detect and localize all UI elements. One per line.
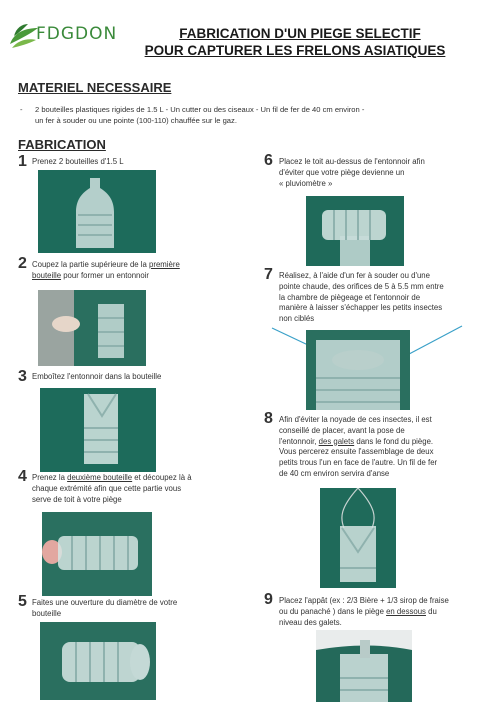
step-2-photo xyxy=(38,290,146,366)
section-materiel-heading: MATERIEL NECESSAIRE xyxy=(18,80,172,95)
step-1-number: 1 xyxy=(18,153,27,170)
step-2-text-pre: Coupez la partie supérieure de la xyxy=(32,260,150,269)
materiel-bullet: - xyxy=(20,105,23,114)
step-8-text-line2: conseillé de placer, avant la pose de xyxy=(279,425,405,435)
step-8-text-underline: des galets xyxy=(318,436,355,446)
step-7-text xyxy=(279,271,484,325)
step-5-text-line1: Faites une ouverture du diamètre de votre xyxy=(32,598,178,607)
step-4-text-line2: chaque extrémité afin que cette partie vous xyxy=(32,483,182,493)
section-fabrication-heading: FABRICATION xyxy=(18,137,106,152)
step-6-text xyxy=(279,157,479,189)
step-4-photo xyxy=(42,512,152,596)
step-8-text-line5: petits trous l'un en face de l'autre. Un fil de fer xyxy=(279,458,438,468)
step-7-text-line4: manière à laisser s'échapper les petits insectes xyxy=(279,303,443,313)
step-1-photo xyxy=(38,170,156,253)
step-4-text-post: et découpez là à xyxy=(132,473,192,482)
step-9-photo xyxy=(316,630,412,702)
step-4-text-line3: serve de toit à votre piège xyxy=(32,494,122,504)
step-5-text-line2: bouteille xyxy=(32,608,62,618)
step-9-text-post2: du xyxy=(425,606,437,616)
step-7-text-line2: pointe chaude, des orifices de 5 à 5.5 mm entre xyxy=(279,281,444,291)
step-6-number: 6 xyxy=(264,152,273,169)
step-7-text-line1: Réalisez, à l'aide d'un fer à souder ou d'une xyxy=(279,271,430,280)
step-2-text-underline1: première xyxy=(149,260,180,269)
step-6-photo xyxy=(306,196,404,266)
step-2-text-post: pour former un entonnoir xyxy=(61,270,150,280)
step-8-photo xyxy=(320,488,396,588)
step-4-number: 4 xyxy=(18,468,27,485)
step-9-text-pre2: ou du panaché ) dans le piège xyxy=(279,606,387,616)
step-2-number: 2 xyxy=(18,255,27,272)
step-5-text xyxy=(32,598,177,620)
step-8-text-pre3: l'entonnoir, xyxy=(279,436,319,446)
logo-text: FDGDON xyxy=(36,24,118,44)
step-6-text-line3: « pluviomètre » xyxy=(279,178,333,188)
step-8-text-line1: Afin d'éviter la noyade de ces insectes, il est xyxy=(279,415,432,424)
step-2-text xyxy=(32,260,242,282)
step-7-text-line3: la chambre de piègeage et l'entonnoir de xyxy=(279,292,421,302)
step-4-text-pre: Prenez la xyxy=(32,473,68,482)
step-8-text-line6: de 40 cm environ servira d'anse xyxy=(279,468,390,478)
step-2-text-underline2: bouteille xyxy=(32,270,62,280)
step-8-text-line4: Vous percerez ensuite l'assemblage de deux xyxy=(279,447,434,457)
step-8-text-post3: dans le fond du piège. xyxy=(354,436,434,446)
step-7-text-line5: non ciblés xyxy=(279,314,315,324)
step-8-text xyxy=(279,415,484,480)
step-9-text xyxy=(279,596,484,628)
step-1-text: Prenez 2 bouteilles d'1.5 L xyxy=(32,157,124,166)
step-7-photo xyxy=(306,330,410,410)
page-title-line1: FABRICATION D'UN PIEGE SELECTIF xyxy=(179,26,421,41)
step-4-text-underline: deuxième bouteille xyxy=(67,473,133,482)
step-9-text-line1: Placez l'appât (ex : 2/3 Bière + 1/3 sirop de fraise xyxy=(279,596,449,605)
step-7-number: 7 xyxy=(264,266,273,283)
step-6-text-line1: Placez le toit au-dessus de l'entonnoir afin xyxy=(279,157,425,166)
step-9-text-line3: niveau des galets. xyxy=(279,617,342,627)
step-9-text-underline: en dessous xyxy=(386,606,426,616)
step-3-text: Emboîtez l'entonnoir dans la bouteille xyxy=(32,372,162,381)
step-5-photo xyxy=(40,622,156,700)
step-8-number: 8 xyxy=(264,410,273,427)
page-title-line2: POUR CAPTURER LES FRELONS ASIATIQUES xyxy=(144,43,446,58)
materiel-line2: un fer à souder ou une pointe (100-110) chauffée sur le gaz. xyxy=(35,116,237,125)
step-5-number: 5 xyxy=(18,593,27,610)
step-6-text-line2: d'éviter que votre piège devienne un xyxy=(279,167,405,177)
step-3-number: 3 xyxy=(18,368,27,385)
step-3-photo xyxy=(40,388,156,472)
materiel-line1: 2 bouteilles plastiques rigides de 1.5 L - Un cutter ou des ciseaux - Un fil de fer de 40 cm environ - xyxy=(35,105,365,114)
step-4-text xyxy=(32,473,247,505)
step-9-number: 9 xyxy=(264,591,273,608)
